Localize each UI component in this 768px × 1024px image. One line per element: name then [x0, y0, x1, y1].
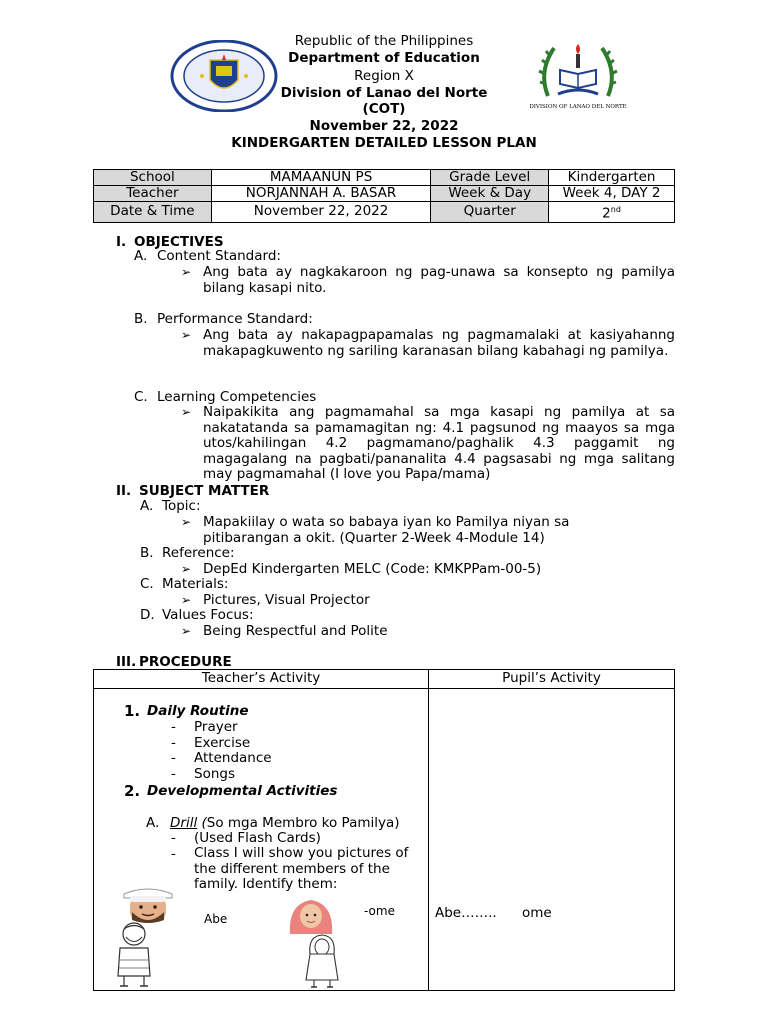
subject-matter-heading: SUBJECT MATTER	[139, 483, 270, 499]
quarter-suffix: nd	[610, 205, 621, 214]
content-standard-label: Content Standard:	[157, 248, 281, 264]
content-standard-letter: A.	[134, 248, 148, 264]
daily-routine-number: 1.	[124, 702, 141, 720]
drill-flash-cards: (Used Flash Cards)	[194, 830, 321, 846]
date-time-label: Date & Time	[94, 202, 212, 223]
arrow-bullet-icon: ➢	[181, 562, 192, 576]
reference-text: DepEd Kindergarten MELC (Code: KMKPPam-00-5)	[203, 561, 542, 577]
header-department: Department of Education	[288, 50, 480, 66]
values-focus-label: Values Focus:	[162, 607, 254, 623]
arrow-bullet-icon: ➢	[181, 405, 192, 419]
abe-picture-label: Abe	[204, 912, 228, 926]
lesson-info-table	[93, 169, 675, 223]
drill-instructions: Class I will show you pictures of the different members of the family. Identify them:	[194, 845, 409, 893]
teacher-value: NORJANNAH A. BASAR	[211, 186, 431, 202]
developmental-activities-title: Developmental Activities	[147, 783, 338, 799]
drill-letter: A.	[146, 815, 160, 831]
quarter-value: 2nd	[549, 202, 675, 223]
header-date: November 22, 2022	[309, 118, 459, 134]
header-cot: (COT)	[362, 101, 406, 117]
reference-letter: B.	[140, 545, 154, 561]
performance-standard-text: Ang bata ay nakapagpapamalas ng pagmamalaki at kasiyahanng makapagkuwento ng sariling karanasan bilang kabahagi ng pamilya.	[203, 327, 675, 359]
grade-level-value: Kindergarten	[549, 170, 675, 186]
ome-picture-label: -ome	[364, 904, 395, 918]
performance-standard-letter: B.	[134, 311, 148, 327]
developmental-activities-number: 2.	[124, 782, 141, 800]
arrow-bullet-icon: ➢	[181, 593, 192, 607]
performance-standard-label: Performance Standard:	[157, 311, 313, 327]
arrow-bullet-icon: ➢	[181, 265, 192, 279]
teacher-activity-header: Teacher’s Activity	[94, 670, 428, 689]
pupil-answer-abe: Abe……..	[435, 905, 497, 921]
arrow-bullet-icon: ➢	[181, 515, 192, 529]
list-item: -	[171, 766, 176, 782]
mother-outline-image	[300, 932, 344, 990]
pupil-answer-ome: ome	[522, 905, 552, 921]
header-division: Division of Lanao del Norte	[280, 85, 488, 101]
materials-text: Pictures, Visual Projector	[203, 592, 370, 608]
father-face-image	[110, 886, 186, 924]
materials-label: Materials:	[162, 576, 229, 592]
header-region: Region X	[354, 68, 414, 84]
pupil-activity-header: Pupil’s Activity	[429, 670, 674, 689]
procedure-number: III.	[116, 654, 137, 670]
routine-prayer: Prayer	[194, 719, 238, 735]
routine-songs: Songs	[194, 766, 235, 782]
arrow-bullet-icon: ➢	[181, 328, 192, 342]
drill-line	[170, 815, 400, 831]
week-day-label: Week & Day	[431, 186, 549, 202]
values-focus-letter: D.	[140, 607, 155, 623]
subject-matter-number: II.	[116, 483, 132, 499]
school-value: MAMAANUN PS	[211, 170, 431, 186]
header-republic: Republic of the Philippines	[294, 33, 474, 49]
mother-face-image	[284, 896, 338, 936]
daily-routine-title: Daily Routine	[147, 703, 249, 719]
list-item: -	[171, 719, 176, 735]
drill-title: So mga Membro ko Pamilya)	[206, 815, 400, 831]
learning-competencies-text: Naipakikita ang pagmamahal sa mga kasapi ng pamilya at sa nakatatanda sa pamamagitan ng: 4.1 pagsunod ng maayos sa mga utos/kahilingan 4.2 pagmamano/paghalik 4.3 paggamit ng magagalang na pagbati/pananalita 4.4 pagsasabi ng mga salitang may pagmamahal (I love you Papa/mama)	[203, 404, 675, 483]
materials-letter: C.	[140, 576, 154, 592]
teacher-label: Teacher	[94, 186, 212, 202]
reference-label: Reference:	[162, 545, 235, 561]
division-logo-caption: DIVISION OF LANAO DEL NORTE	[529, 104, 627, 110]
procedure-table	[93, 669, 675, 991]
table-row	[94, 170, 675, 186]
list-item: -	[171, 750, 176, 766]
week-day-value: Week 4, DAY 2	[549, 186, 675, 202]
table-row	[94, 202, 675, 223]
father-outline-image	[104, 920, 164, 990]
objectives-heading: OBJECTIVES	[134, 234, 224, 250]
objectives-number: I.	[116, 234, 127, 250]
routine-attendance: Attendance	[194, 750, 272, 766]
date-time-value: November 22, 2022	[211, 202, 431, 223]
drill-paren: (	[201, 815, 207, 831]
column-divider	[428, 670, 429, 990]
topic-label: Topic:	[162, 498, 201, 514]
learning-competencies-letter: C.	[134, 389, 148, 405]
page-title: KINDERGARTEN DETAILED LESSON PLAN	[231, 135, 537, 151]
topic-text: Mapakiilay o wata so babaya iyan ko Pamilya niyan sa pitibarangan a okit. (Quarter 2-Week 4-Module 14)	[203, 514, 570, 546]
procedure-heading: PROCEDURE	[139, 654, 232, 670]
list-item: -	[171, 830, 176, 846]
list-item: -	[171, 735, 176, 751]
values-focus-text: Being Respectful and Polite	[203, 623, 388, 639]
school-label: School	[94, 170, 212, 186]
topic-letter: A.	[140, 498, 154, 514]
arrow-bullet-icon: ➢	[181, 624, 192, 638]
table-row	[94, 186, 675, 202]
drill-label: Drill	[170, 815, 198, 831]
grade-level-label: Grade Level	[431, 170, 549, 186]
routine-exercise: Exercise	[194, 735, 251, 751]
list-item: -	[171, 846, 176, 862]
quarter-label: Quarter	[431, 202, 549, 223]
content-standard-text: Ang bata ay nagkakaroon ng pag-unawa sa konsepto ng pamilya bilang kasapi nito.	[203, 264, 675, 296]
learning-competencies-label: Learning Competencies	[157, 389, 317, 405]
